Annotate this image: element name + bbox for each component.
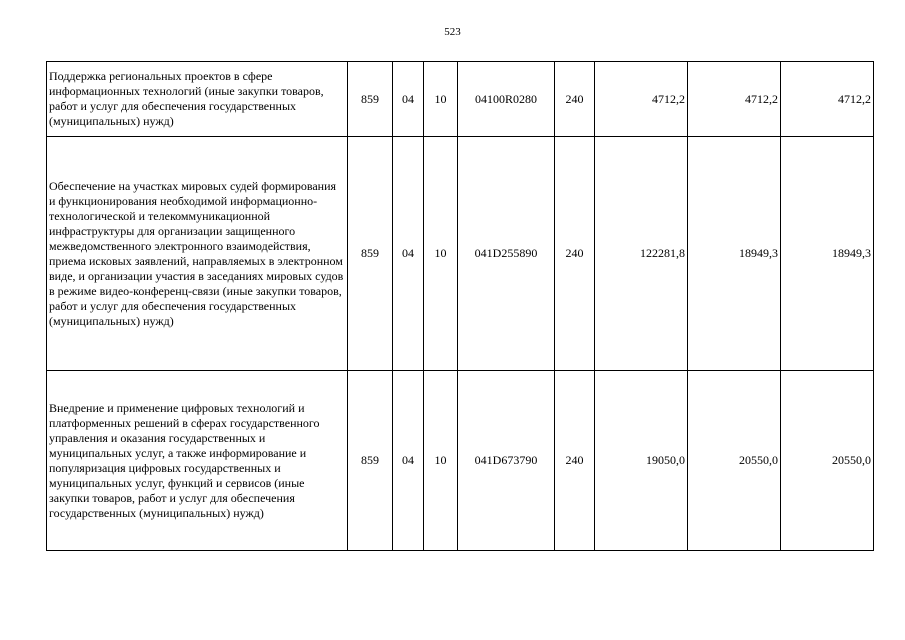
amount-year-3: 18949,3 — [781, 137, 874, 371]
ministry-code: 859 — [348, 371, 393, 551]
amount-year-2: 20550,0 — [688, 371, 781, 551]
ministry-code: 859 — [348, 62, 393, 137]
subsection-code: 10 — [424, 62, 458, 137]
section-code: 04 — [393, 62, 424, 137]
expense-type-code: 240 — [555, 371, 595, 551]
target-article-code: 041D673790 — [458, 371, 555, 551]
amount-year-3: 20550,0 — [781, 371, 874, 551]
target-article-code: 041D255890 — [458, 137, 555, 371]
amount-year-1: 4712,2 — [595, 62, 688, 137]
subsection-code: 10 — [424, 371, 458, 551]
subsection-code: 10 — [424, 137, 458, 371]
page-number: 523 — [444, 26, 461, 38]
row-description: Обеспечение на участках мировых судей формирования и функционирования необходимой информационно-технологической и телекоммуникационной инфраструктуры для организации защищенного межведомственного электронного взаимодействия, приема исковых заявлений, направляемых в электронном виде, и организации участия в заседаниях мировых судов в режиме видео-конференц-связи (иные закупки товаров, работ и услуг для обеспечения государственных (муниципальных) нужд) — [47, 137, 348, 371]
amount-year-3: 4712,2 — [781, 62, 874, 137]
budget-table — [46, 61, 874, 551]
row-description: Поддержка региональных проектов в сфере информационных технологий (иные закупки товаров, работ и услуг для обеспечения государственных (муниципальных) нужд) — [47, 62, 348, 137]
expense-type-code: 240 — [555, 137, 595, 371]
expense-type-code: 240 — [555, 62, 595, 137]
table-row — [47, 371, 874, 551]
table-row — [47, 62, 874, 137]
section-code: 04 — [393, 371, 424, 551]
section-code: 04 — [393, 137, 424, 371]
target-article-code: 04100R0280 — [458, 62, 555, 137]
table-row — [47, 137, 874, 371]
amount-year-1: 19050,0 — [595, 371, 688, 551]
amount-year-2: 4712,2 — [688, 62, 781, 137]
ministry-code: 859 — [348, 137, 393, 371]
amount-year-1: 122281,8 — [595, 137, 688, 371]
row-description: Внедрение и применение цифровых технологий и платформенных решений в сферах государственного управления и оказания государственных и муниципальных услуг, а также информирование и популяризация цифровых государственных и муниципальных услуг, функций и сервисов (иные закупки товаров, работ и услуг для обеспечения государственных (муниципальных) нужд) — [47, 371, 348, 551]
amount-year-2: 18949,3 — [688, 137, 781, 371]
